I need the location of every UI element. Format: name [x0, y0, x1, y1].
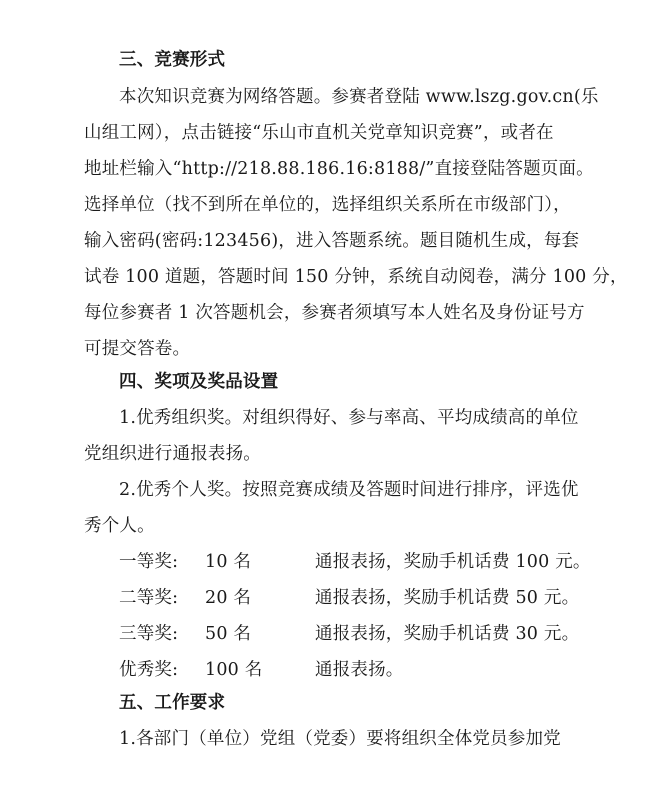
prize-reward: 通报表扬，奖励手机话费 100 元。: [315, 552, 591, 572]
section-3-line-6: 试卷 100 道题，答题时间 150 分钟，系统自动阅卷，满分 100 分，: [84, 267, 628, 287]
section-3-line-2: 山组工网），点击链接“乐山市直机关党章知识竞赛”，或者在: [84, 123, 554, 143]
section-3-line-3: 地址栏输入“http://218.88.186.16:8188/”直接登陆答题页面。: [84, 159, 594, 179]
prize-count: 50 名: [205, 624, 252, 644]
prize-reward: 通报表扬，奖励手机话费 50 元。: [315, 588, 580, 608]
prize-count: 20 名: [205, 588, 252, 608]
prize-reward: 通报表扬，奖励手机话费 30 元。: [315, 624, 580, 644]
section-3-line-7: 每位参赛者 1 次答题机会，参赛者须填写本人姓名及身份证号方: [84, 303, 585, 323]
section-3-line-5: 输入密码(密码:123456)，进入答题系统。题目随机生成，每套: [84, 231, 580, 251]
prize-reward: 通报表扬。: [315, 660, 404, 680]
section-4-item-1-line-1: 1.优秀组织奖。对组织得好、参与率高、平均成绩高的单位: [119, 408, 579, 428]
prize-row-first: [119, 550, 639, 574]
section-4-item-2-line-1: 2.优秀个人奖。按照竞赛成绩及答题时间进行排序，评选优: [119, 480, 579, 500]
section-3-line-4: 选择单位（找不到所在单位的，选择组织关系所在市级部门），: [84, 195, 571, 215]
section-4-item-1-line-2: 党组织进行通报表扬。: [84, 444, 261, 464]
prize-count: 100 名: [205, 660, 263, 680]
prize-label: 三等奖:: [119, 624, 179, 644]
section-5-line-1: 1.各部门（单位）党组（党委）要将组织全体党员参加党: [119, 729, 561, 749]
prize-label: 一等奖:: [119, 552, 179, 572]
section-4-item-2-line-2: 秀个人。: [84, 516, 155, 536]
section-5-heading: 五、工作要求: [119, 693, 226, 713]
prize-row-third: [119, 622, 639, 646]
section-4-heading: 四、奖项及奖品设置: [119, 372, 279, 392]
prize-label: 优秀奖:: [119, 660, 179, 680]
section-3-heading: 三、竞赛形式: [119, 50, 226, 70]
prize-count: 10 名: [205, 552, 252, 572]
prize-row-second: [119, 586, 639, 610]
prize-label: 二等奖:: [119, 588, 179, 608]
prize-row-excellence: [119, 658, 639, 682]
section-3-line-8: 可提交答卷。: [84, 339, 191, 359]
section-3-line-1: 本次知识竞赛为网络答题。参赛者登陆 www.lszg.gov.cn(乐: [119, 87, 599, 107]
